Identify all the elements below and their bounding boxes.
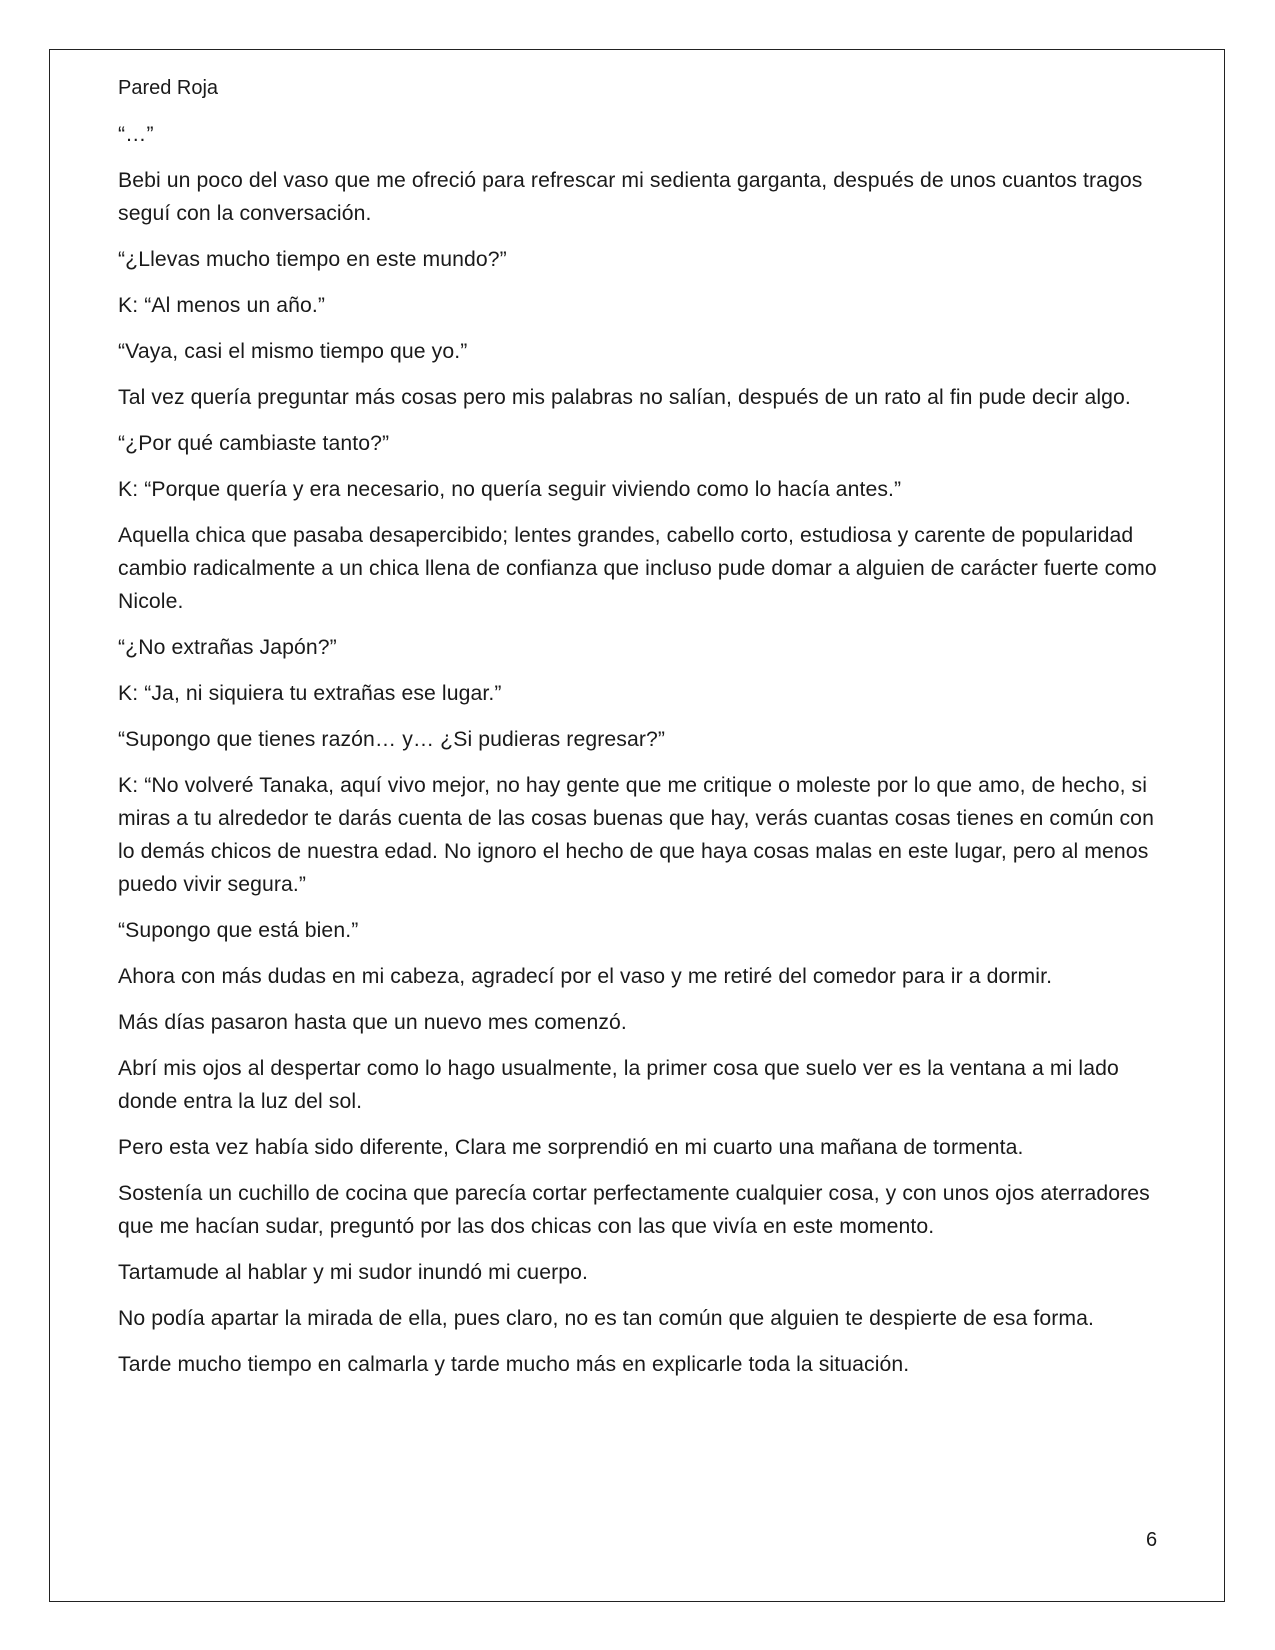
paragraph: K: “Porque quería y era necesario, no quería seguir viviendo como lo hacía antes.” <box>118 478 902 501</box>
paragraph: Tal vez quería preguntar más cosas pero mis palabras no salían, después de un rato al fin pude decir algo. <box>118 386 1131 409</box>
paragraph: “¿Por qué cambiaste tanto?” <box>118 432 390 455</box>
paragraph: Abrí mis ojos al despertar como lo hago usualmente, la primer cosa que suelo ver es la ventana a mi lado donde entra la luz del sol. <box>118 1057 1119 1113</box>
paragraph: Más días pasaron hasta que un nuevo mes comenzó. <box>118 1011 627 1034</box>
paragraph: Ahora con más dudas en mi cabeza, agradecí por el vaso y me retiré del comedor para ir a dormir. <box>118 965 1053 988</box>
paragraph: Tartamude al hablar y mi sudor inundó mi cuerpo. <box>118 1261 588 1284</box>
paragraph: “Vaya, casi el mismo tiempo que yo.” <box>118 340 468 363</box>
document-body <box>118 118 1168 1394</box>
paragraph: “¿Llevas mucho tiempo en este mundo?” <box>118 248 507 271</box>
page-number: 6 <box>1146 1529 1158 1551</box>
paragraph: Aquella chica que pasaba desapercibido; lentes grandes, cabello corto, estudiosa y carente de popularidad cambio radicalmente a un chica llena de confianza que incluso pude domar a alguien de carácter fuerte como Nicole. <box>118 524 1157 613</box>
paragraph: Bebi un poco del vaso que me ofreció para refrescar mi sedienta garganta, después de unos cuantos tragos seguí con la conversación. <box>118 169 1143 225</box>
paragraph: “…” <box>118 123 154 146</box>
paragraph: No podía apartar la mirada de ella, pues claro, no es tan común que alguien te despierte de esa forma. <box>118 1307 1094 1330</box>
paragraph: K: “No volveré Tanaka, aquí vivo mejor, no hay gente que me critique o moleste por lo que amo, de hecho, si miras a tu alrededor te darás cuenta de las cosas buenas que hay, verás cuantas cosas tienes en común con lo demás chicos de nuestra edad. No ignoro el hecho de que haya cosas malas en este lugar, pero al menos puedo vivir segura.” <box>118 774 1154 896</box>
paragraph: “¿No extrañas Japón?” <box>118 636 337 659</box>
paragraph: Pero esta vez había sido diferente, Clara me sorprendió en mi cuarto una mañana de tormenta. <box>118 1136 1024 1159</box>
paragraph: K: “Al menos un año.” <box>118 294 326 317</box>
paragraph: “Supongo que tienes razón… y… ¿Si pudieras regresar?” <box>118 728 666 751</box>
paragraph: Tarde mucho tiempo en calmarla y tarde mucho más en explicarle toda la situación. <box>118 1353 910 1376</box>
document-header: Pared Roja <box>118 77 219 99</box>
paragraph: Sostenía un cuchillo de cocina que parecía cortar perfectamente cualquier cosa, y con unos ojos aterradores que me hacían sudar, preguntó por las dos chicas con las que vivía en este momento. <box>118 1182 1150 1238</box>
paragraph: “Supongo que está bien.” <box>118 919 359 942</box>
paragraph: K: “Ja, ni siquiera tu extrañas ese lugar.” <box>118 682 502 705</box>
